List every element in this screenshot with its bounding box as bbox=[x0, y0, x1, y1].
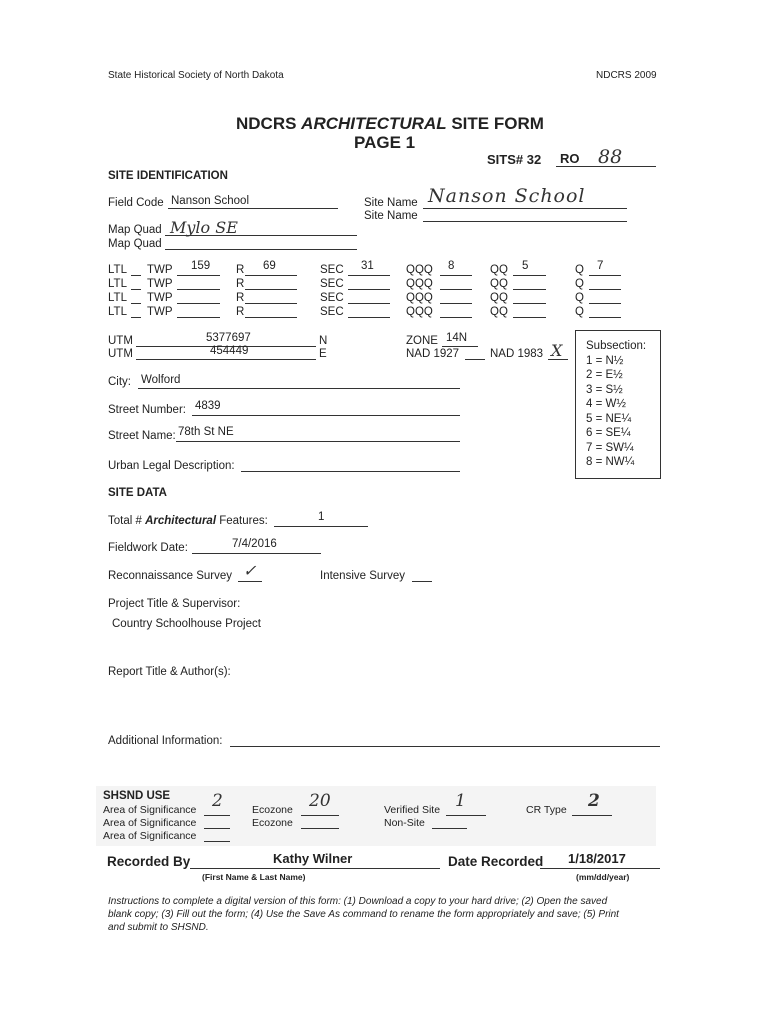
aos-line-1 bbox=[204, 815, 230, 816]
r-field[interactable] bbox=[245, 303, 297, 304]
r-label: R bbox=[236, 292, 245, 304]
q-field[interactable] bbox=[589, 289, 621, 290]
twp-field[interactable] bbox=[177, 275, 220, 276]
verified-site-value[interactable]: 1 bbox=[455, 791, 466, 811]
cr-type-line bbox=[572, 815, 612, 816]
site-name-2-label: Site Name bbox=[364, 210, 418, 222]
subsection-item: 1 = N½ bbox=[586, 354, 624, 367]
site-identification-heading: SITE IDENTIFICATION bbox=[108, 170, 228, 182]
qqq-label: QQQ bbox=[406, 278, 433, 290]
site-name-2-line[interactable] bbox=[423, 221, 627, 222]
instructions-line-1: Instructions to complete a digital version of this form: (1) Download a copy to your hard drive; (2) Open the saved bbox=[108, 896, 608, 907]
page-number: PAGE 1 bbox=[354, 133, 416, 152]
qqq-value[interactable]: 8 bbox=[448, 260, 455, 272]
sec-label: SEC bbox=[320, 292, 344, 304]
utm-easting[interactable]: 454449 bbox=[210, 345, 249, 357]
nad1927-line[interactable] bbox=[465, 359, 485, 360]
instructions-line-3: and submit to SHSND. bbox=[108, 922, 209, 933]
non-site-label: Non-Site bbox=[384, 817, 425, 829]
qq-label: QQ bbox=[490, 264, 508, 276]
sits-label: SITS# 32 bbox=[487, 152, 542, 167]
q-label: Q bbox=[575, 278, 584, 290]
q-field[interactable] bbox=[589, 317, 621, 318]
qq-label: QQ bbox=[490, 306, 508, 318]
utm-label: UTM bbox=[108, 335, 133, 347]
qq-field[interactable] bbox=[513, 275, 546, 276]
map-quad-2-line[interactable] bbox=[165, 249, 357, 250]
street-name-input[interactable]: 78th St NE bbox=[178, 426, 234, 438]
aos-line-2[interactable] bbox=[204, 828, 230, 829]
recorded-by-input[interactable]: Kathy Wilner bbox=[273, 851, 353, 866]
subsection-item: 3 = S½ bbox=[586, 383, 623, 396]
aos-label-2: Area of Significance bbox=[103, 817, 197, 829]
verified-site-label: Verified Site bbox=[384, 804, 441, 816]
shsnd-heading: SHSND USE bbox=[103, 790, 171, 802]
subsection-item: 6 = SE¼ bbox=[586, 427, 631, 439]
utm-e-label: E bbox=[319, 348, 327, 360]
qq-label: QQ bbox=[490, 278, 508, 290]
reconnaissance-label: Reconnaissance Survey bbox=[108, 570, 233, 582]
subsection-item: 8 = NW¼ bbox=[586, 456, 635, 468]
ecozone-line-1 bbox=[301, 815, 339, 816]
ltl-label: LTL bbox=[108, 278, 127, 290]
date-recorded-label: Date Recorded bbox=[448, 854, 544, 869]
zone-label: ZONE bbox=[406, 335, 438, 347]
additional-info-label: Additional Information: bbox=[108, 735, 223, 747]
city-input[interactable]: Wolford bbox=[141, 374, 181, 386]
date-recorded-input[interactable]: 1/18/2017 bbox=[568, 851, 626, 866]
twp-label: TWP bbox=[147, 278, 173, 290]
qqq-label: QQQ bbox=[406, 292, 433, 304]
q-label: Q bbox=[575, 306, 584, 318]
ltl-field[interactable] bbox=[131, 289, 141, 290]
site-data-heading: SITE DATA bbox=[108, 487, 167, 499]
twp-label: TWP bbox=[147, 264, 173, 276]
qq-label: QQ bbox=[490, 292, 508, 304]
aos-label-1: Area of Significance bbox=[103, 804, 197, 816]
recorded-by-label: Recorded By bbox=[107, 854, 191, 869]
total-features-input[interactable]: 1 bbox=[318, 511, 325, 523]
ltl-field[interactable] bbox=[131, 275, 141, 276]
map-quad-label: Map Quad bbox=[108, 224, 162, 236]
form-code: NDCRS 2009 bbox=[596, 70, 657, 81]
additional-info-line[interactable] bbox=[230, 746, 660, 747]
r-value[interactable]: 69 bbox=[263, 260, 276, 272]
aos-value-1[interactable]: 2 bbox=[212, 791, 223, 811]
qqq-field[interactable] bbox=[440, 275, 472, 276]
site-name-label: Site Name bbox=[364, 197, 418, 209]
fieldwork-date-line bbox=[192, 553, 321, 554]
field-code-input[interactable]: Nanson School bbox=[171, 195, 249, 207]
map-quad-input[interactable]: Mylo SE bbox=[170, 218, 238, 237]
sec-field[interactable] bbox=[348, 303, 390, 304]
r-field[interactable] bbox=[245, 317, 297, 318]
intensive-line[interactable] bbox=[412, 581, 432, 582]
qqq-field[interactable] bbox=[440, 303, 472, 304]
date-recorded-hint: (mm/dd/year) bbox=[576, 872, 630, 882]
subsection-item: 7 = SW¼ bbox=[586, 441, 634, 454]
sec-label: SEC bbox=[320, 264, 344, 276]
cr-type-value[interactable]: 2 bbox=[588, 791, 600, 811]
urban-legal-line[interactable] bbox=[241, 471, 460, 472]
q-field[interactable] bbox=[589, 303, 621, 304]
twp-value[interactable]: 159 bbox=[191, 260, 211, 272]
utm-e-line bbox=[136, 359, 316, 360]
total-features-line bbox=[274, 526, 368, 527]
site-name-line bbox=[423, 208, 627, 209]
sec-label: SEC bbox=[320, 278, 344, 290]
qqq-field[interactable] bbox=[440, 317, 472, 318]
zone-input[interactable]: 14N bbox=[446, 332, 468, 344]
site-name-input[interactable]: Nanson School bbox=[428, 185, 586, 207]
r-label: R bbox=[236, 306, 245, 318]
recorded-by-hint: (First Name & Last Name) bbox=[202, 872, 306, 882]
q-field[interactable] bbox=[589, 275, 621, 276]
ltl-label: LTL bbox=[108, 306, 127, 318]
street-number-label: Street Number: bbox=[108, 404, 186, 416]
sec-field[interactable] bbox=[348, 275, 390, 276]
org-name: State Historical Society of North Dakota bbox=[108, 70, 284, 81]
page-title: NDCRS ARCHITECTURAL SITE FORM bbox=[236, 114, 544, 133]
instructions-line-2: blank copy; (3) Fill out the form; (4) Use the Save As command to rename the form appropriately and save; (5) Print bbox=[108, 909, 619, 920]
non-site-line[interactable] bbox=[432, 828, 467, 829]
city-label: City: bbox=[108, 376, 131, 388]
street-number-line bbox=[192, 415, 460, 416]
nad1983-label: NAD 1983 bbox=[490, 348, 544, 360]
qq-field[interactable] bbox=[513, 303, 546, 304]
date-recorded-line bbox=[540, 868, 660, 869]
qq-value[interactable]: 5 bbox=[522, 260, 529, 272]
sec-field[interactable] bbox=[348, 289, 390, 290]
utm-northing[interactable]: 5377697 bbox=[206, 332, 251, 344]
fieldwork-date-label: Fieldwork Date: bbox=[108, 542, 188, 554]
sits-number[interactable]: 88 bbox=[598, 146, 623, 168]
ltl-label: LTL bbox=[108, 292, 127, 304]
aos-line-3[interactable] bbox=[204, 841, 230, 842]
nad1927-label: NAD 1927 bbox=[406, 348, 460, 360]
r-field[interactable] bbox=[245, 275, 297, 276]
subsection-item: 4 = W½ bbox=[586, 398, 626, 410]
street-name-line bbox=[176, 441, 460, 442]
sec-label: SEC bbox=[320, 306, 344, 318]
fieldwork-date-input[interactable]: 7/4/2016 bbox=[232, 538, 277, 550]
nad1983-mark[interactable]: X bbox=[551, 341, 563, 360]
recorded-by-line bbox=[190, 868, 440, 869]
subsection-item: 2 = E½ bbox=[586, 369, 623, 381]
ltl-label: LTL bbox=[108, 264, 127, 276]
ecozone-line-2[interactable] bbox=[301, 828, 339, 829]
sits-county[interactable]: RO bbox=[560, 151, 580, 166]
q-value[interactable]: 7 bbox=[597, 260, 604, 272]
project-title-input[interactable]: Country Schoolhouse Project bbox=[112, 618, 261, 630]
ltl-field[interactable] bbox=[131, 317, 141, 318]
utm-2-label: UTM bbox=[108, 348, 133, 360]
reconnaissance-line bbox=[238, 581, 262, 582]
map-quad-2-label: Map Quad bbox=[108, 238, 162, 250]
twp-field[interactable] bbox=[177, 317, 220, 318]
aos-label-3: Area of Significance bbox=[103, 830, 197, 842]
qq-field[interactable] bbox=[513, 289, 546, 290]
twp-label: TWP bbox=[147, 292, 173, 304]
field-code-line bbox=[168, 208, 338, 209]
utm-n-label: N bbox=[319, 335, 328, 347]
ecozone-label-1: Ecozone bbox=[252, 804, 293, 816]
twp-field[interactable] bbox=[177, 289, 220, 290]
report-title-label: Report Title & Author(s): bbox=[108, 666, 231, 678]
city-line bbox=[138, 388, 460, 389]
twp-label: TWP bbox=[147, 306, 173, 318]
total-features-label: Total # Architectural Features: bbox=[108, 515, 268, 527]
r-label: R bbox=[236, 278, 245, 290]
zone-line bbox=[442, 346, 478, 347]
street-name-label: Street Name: bbox=[108, 430, 176, 442]
q-label: Q bbox=[575, 264, 584, 276]
qqq-field[interactable] bbox=[440, 289, 472, 290]
twp-field[interactable] bbox=[177, 303, 220, 304]
r-label: R bbox=[236, 264, 245, 276]
q-label: Q bbox=[575, 292, 584, 304]
qqq-label: QQQ bbox=[406, 306, 433, 318]
street-number-input[interactable]: 4839 bbox=[195, 400, 221, 412]
ecozone-value[interactable]: 20 bbox=[309, 791, 331, 811]
intensive-label: Intensive Survey bbox=[320, 570, 406, 582]
field-code-label: Field Code bbox=[108, 197, 164, 209]
sec-field[interactable] bbox=[348, 317, 390, 318]
subsection-title: Subsection: bbox=[586, 340, 647, 352]
reconnaissance-check[interactable]: ✓ bbox=[243, 561, 257, 580]
project-title-label: Project Title & Supervisor: bbox=[108, 598, 241, 610]
ecozone-label-2: Ecozone bbox=[252, 817, 293, 829]
subsection-legend bbox=[575, 330, 661, 479]
urban-legal-label: Urban Legal Description: bbox=[108, 460, 235, 472]
subsection-item: 5 = NE¼ bbox=[586, 412, 632, 425]
sec-value[interactable]: 31 bbox=[361, 260, 374, 272]
r-field[interactable] bbox=[245, 289, 297, 290]
qq-field[interactable] bbox=[513, 317, 546, 318]
qqq-label: QQQ bbox=[406, 264, 433, 276]
verified-site-line bbox=[446, 815, 486, 816]
cr-type-label: CR Type bbox=[526, 804, 567, 816]
ltl-field[interactable] bbox=[131, 303, 141, 304]
